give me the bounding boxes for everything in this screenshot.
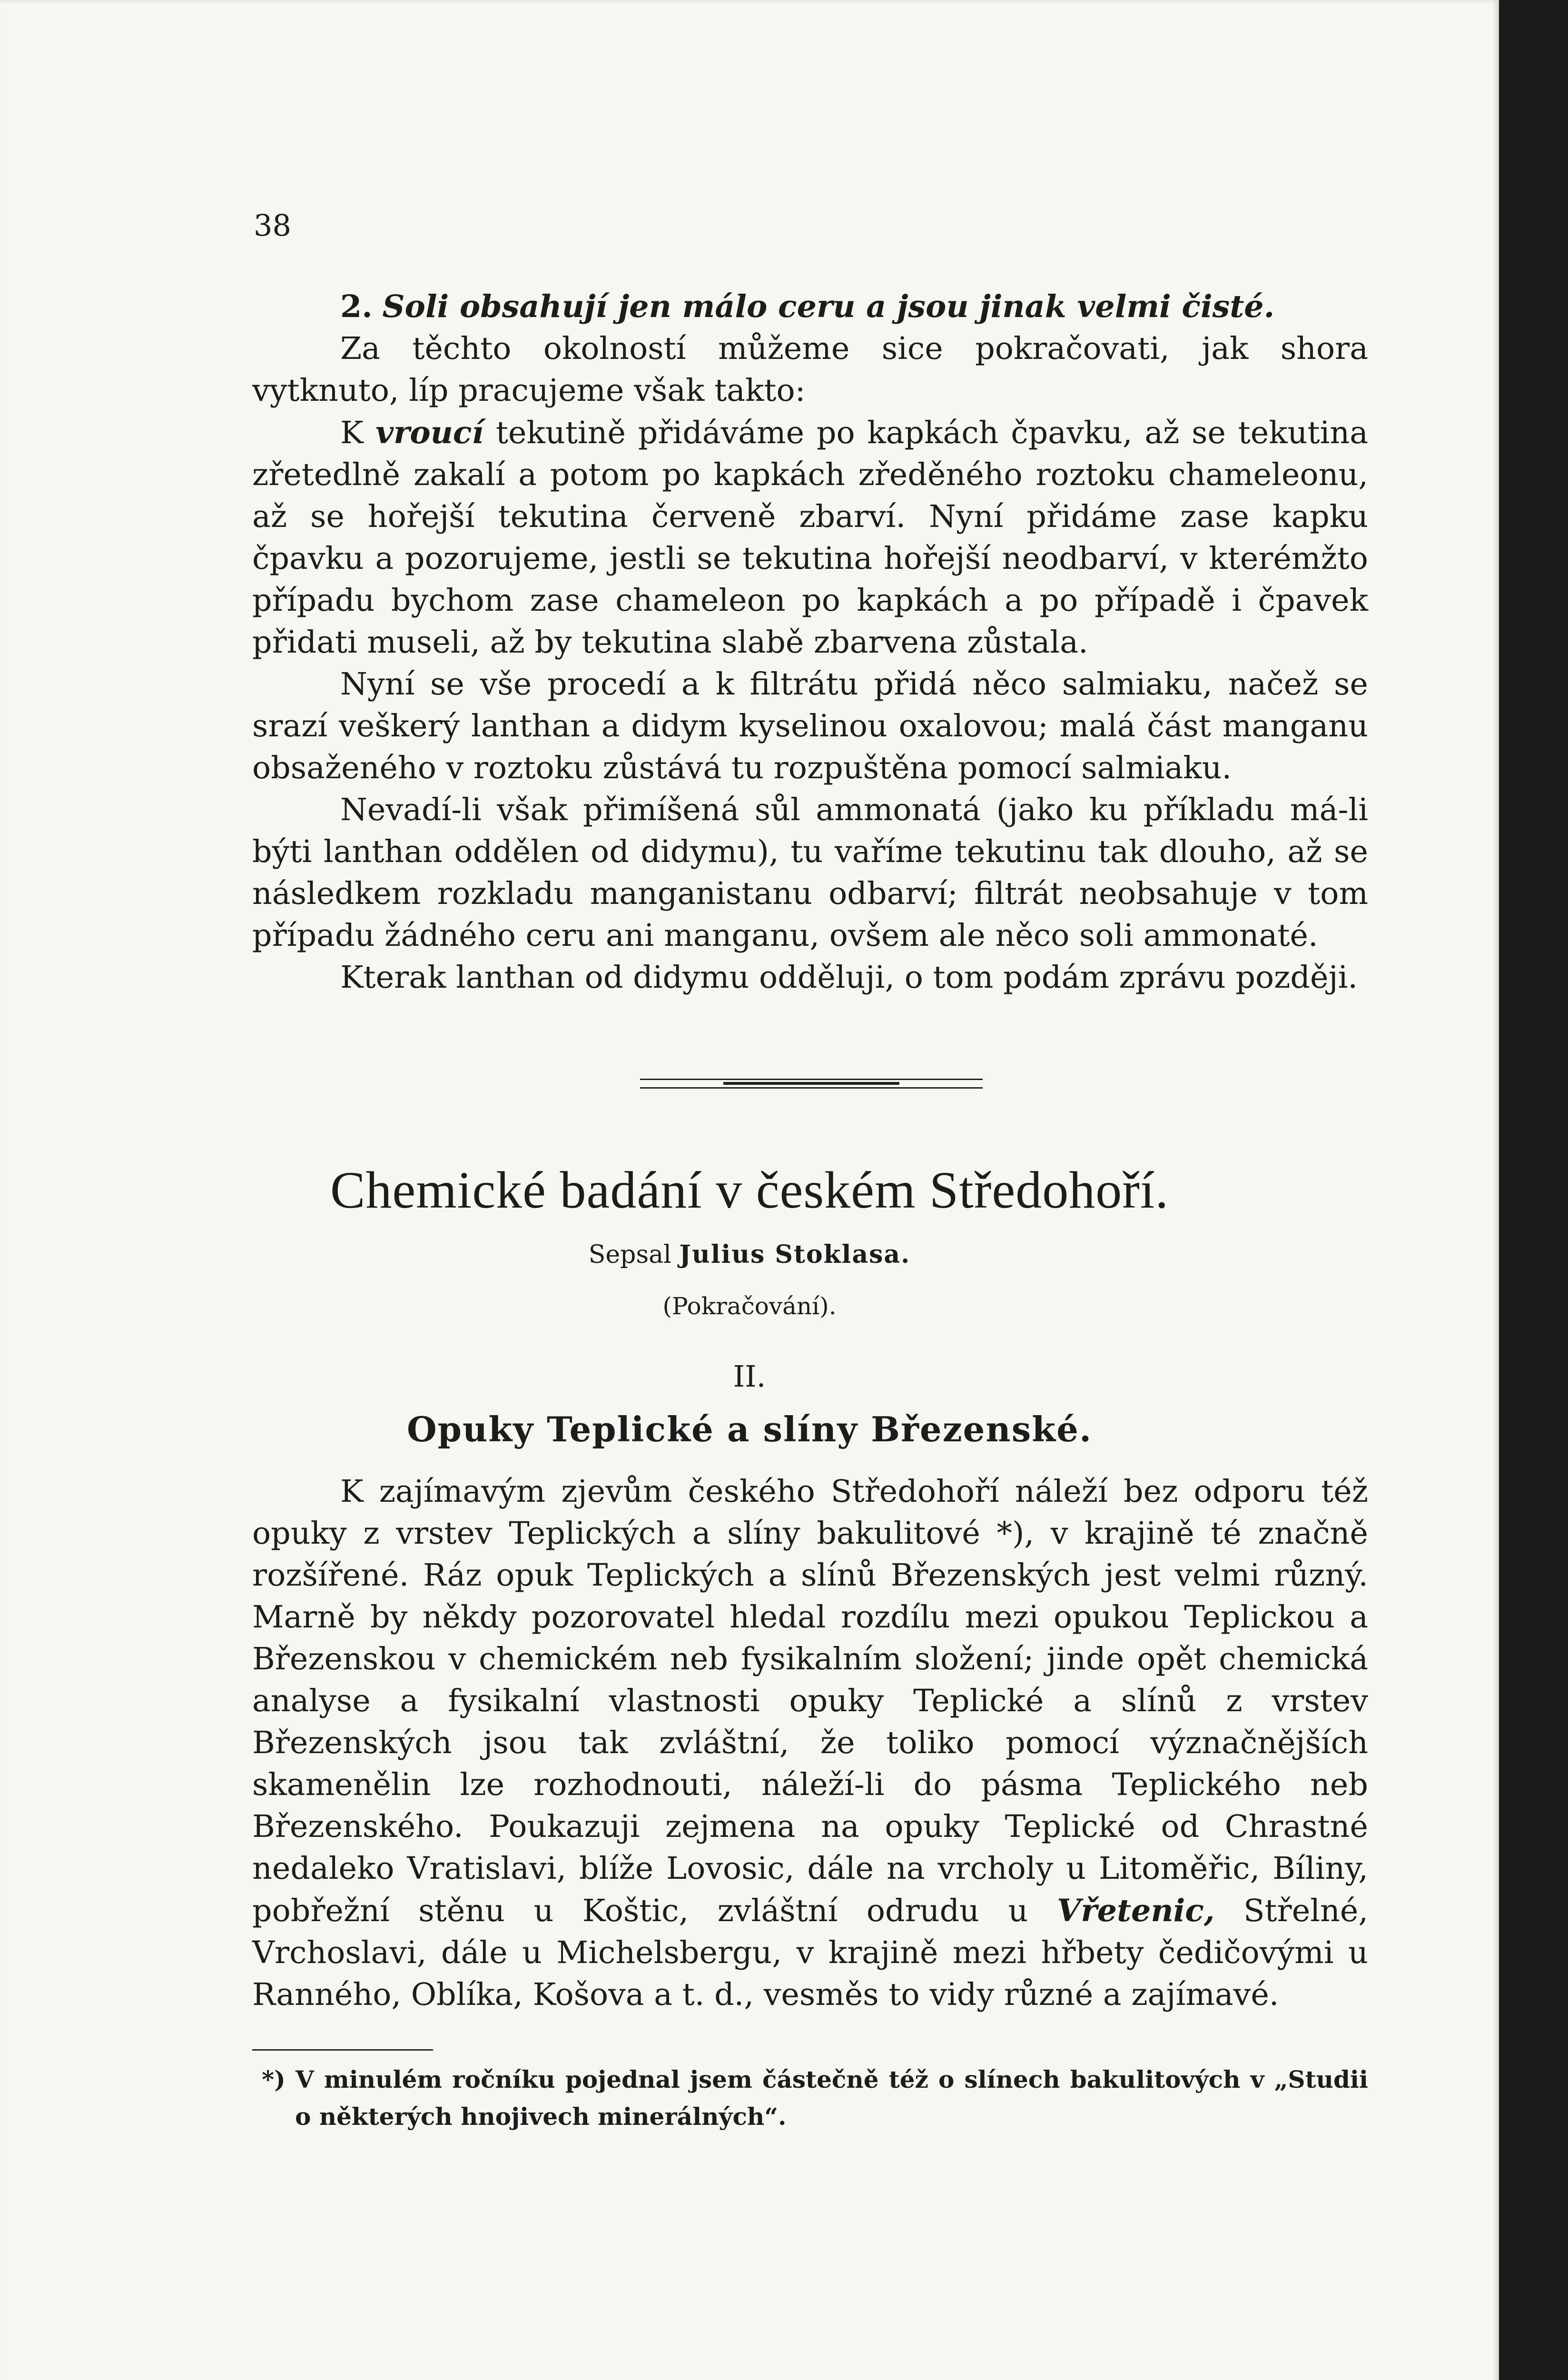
footnote-marker: *): [262, 2065, 286, 2093]
footnote: [262, 2061, 1368, 2135]
paragraph: Nevadí-li však přimíšená sůl ammonatá (jako ku příkladu má-li býti lanthan oddělen od didymu), tu vaříme tekutinu tak dlouho, až se následkem rozkladu manganistanu odbarví; filtrát neobsahuje v tom případu žádného ceru ani manganu, ovšem ale něco soli ammonaté.: [252, 792, 1368, 953]
paragraph-text: Střelné, Vrchoslavi, dále u Michelsbergu, v krajině mezi hřbety čedičovými u Ranného, Oblíka, Košova a t. d., vesměs to vidy různé a zajímavé.: [252, 1893, 1368, 2013]
byline: [0, 1240, 1499, 1269]
byline-prefix: Sepsal: [588, 1240, 680, 1269]
author-name: Julius Stoklasa.: [679, 1240, 911, 1269]
paragraph: Za těchto okolností můžeme sice pokračovati, jak shora vytknuto, líp pracujeme však takto:: [252, 331, 1368, 408]
article-title: Chemické badání v českém Středohoří.: [330, 1161, 1169, 1219]
section-two-heading: [252, 286, 1368, 328]
paragraph: Kterak lanthan od didymu odděluji, o tom podám zprávu později.: [340, 960, 1358, 995]
paragraph: Nyní se vše procedí a k filtrátu přidá něco salmiaku, načež se srazí veškerý lanthan a didym kyselinou oxalovou; malá část manganu obsaženého v roztoku zůstává tu rozpuštěna pomocí salmiaku.: [252, 666, 1368, 786]
footnote-text: V minulém ročníku pojednal jsem částečně též o slínech bakulitových v „Studii o některých hnojivech minerálných“.: [295, 2065, 1368, 2131]
emphasis-text: Vřetenic,: [1056, 1893, 1215, 1929]
section-two-block: [252, 286, 1368, 999]
section-divider: [640, 1076, 983, 1090]
divider-line: [723, 1082, 899, 1085]
paragraph: [252, 1471, 1368, 2016]
section-two-number: 2.: [340, 288, 373, 325]
footnote-rule: [252, 2049, 433, 2051]
continued-note: (Pokračování).: [662, 1292, 837, 1320]
divider-line: [640, 1079, 983, 1080]
article-body: [252, 1471, 1368, 2016]
divider-line: [640, 1087, 983, 1089]
paragraph-text: K: [340, 415, 376, 451]
page-number: 38: [254, 208, 291, 243]
part-number: II.: [733, 1359, 766, 1394]
paragraph: [252, 412, 1368, 664]
section-title: Opuky Teplické a slíny Březenské.: [406, 1409, 1093, 1449]
emphasis-text: vroucí: [375, 415, 484, 451]
paragraph-text: K zajímavým zjevům českého Středohoří náleží bez odporu též opuky z vrstev Teplických a slíny bakulitové *), v krajině té značně rozšířené. Ráz opuk Teplických a slínů Březenských jest velmi různý. Marně by někdy pozorovatel hledal rozdílu mezi opukou Teplickou a Březenskou v chemickém neb fysikalním složení; jinde opět chemická analyse a fysikalní vlastnosti opuky Teplické a slínů z vrstev Březenských jsou tak zvláštní, že toliko pomocí význačnějších skamenělin lze rozhodnouti, náleží-li do pásma Teplického neb Březenského. Poukazuji zejmena na opuky Teplické od Chrastné nedaleko Vratislavi, blíže Lovosic, dále na vrcholy u Litoměřic, Bíliny, pobřežní stěnu u Koštic, zvláštní odrudu u: [252, 1474, 1368, 1929]
section-two-heading-text: Soli obsahují jen málo ceru a jsou jinak velmi čisté.: [382, 288, 1275, 325]
paragraph-text: tekutině přidáváme po kapkách čpavku, až se tekutina zřetedlně zakalí a potom po kapkách zředěného roztoku chameleonu, až se hořejší tekutina červeně zbarví. Nyní přidáme zase kapku čpavku a pozorujeme, jestli se tekutina hořejší neodbarví, v kterémžto případu bychom zase chameleon po kapkách a po případě i čpavek přidati museli, až by tekutina slabě zbarvena zůstala.: [252, 415, 1368, 660]
